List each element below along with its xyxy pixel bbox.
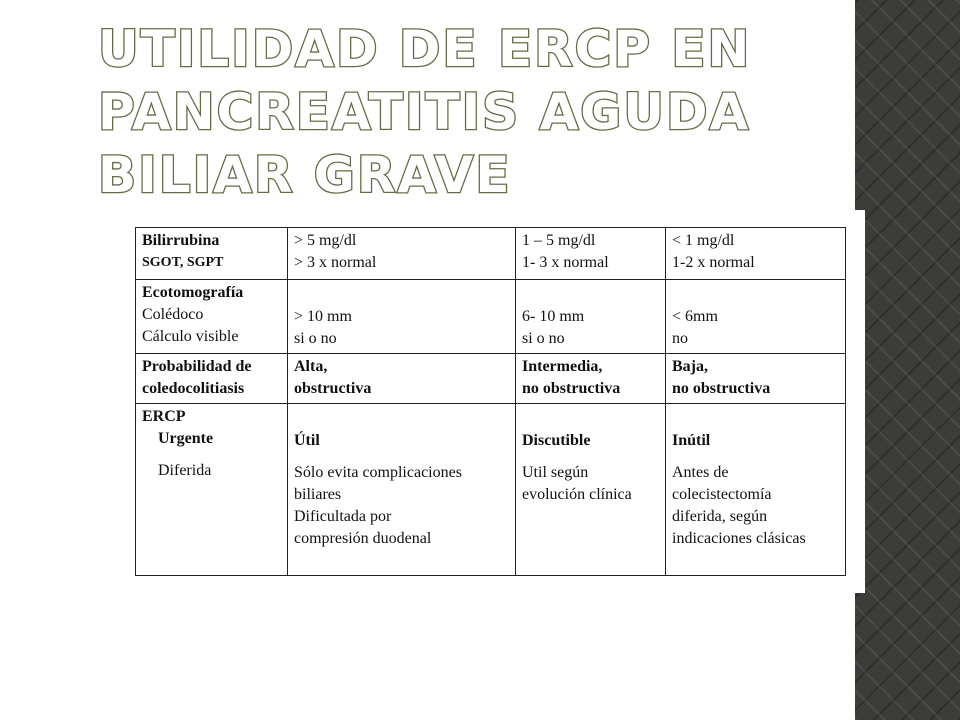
table-cell bbox=[288, 228, 516, 280]
cell-line: 1- 3 x normal bbox=[522, 254, 609, 271]
row-header-cell bbox=[136, 280, 288, 354]
cell-line: > 3 x normal bbox=[294, 254, 377, 271]
cell-line: no obstructiva bbox=[522, 380, 621, 397]
table-row-ecotomografia bbox=[136, 280, 846, 354]
row-label-probabilidad: Probabilidad de bbox=[142, 358, 252, 375]
cell-spacer bbox=[142, 450, 282, 460]
cell-line: no obstructiva bbox=[672, 380, 771, 397]
row-header-cell bbox=[136, 228, 288, 280]
cell-line: no bbox=[672, 330, 688, 347]
table-row-probabilidad bbox=[136, 354, 846, 404]
row-label-bilirrubina: Bilirrubina bbox=[142, 232, 220, 249]
cell-spacer bbox=[294, 406, 510, 430]
row-sublabel-diferida: Diferida bbox=[158, 462, 212, 479]
decorative-side-panel bbox=[855, 0, 960, 720]
cell-line: Útil bbox=[294, 432, 320, 449]
cell-line: 1 – 5 mg/dl bbox=[522, 232, 596, 249]
row-header-cell bbox=[136, 354, 288, 404]
table-cell bbox=[516, 354, 666, 404]
table-cell bbox=[666, 228, 846, 280]
table-row-ercp bbox=[136, 404, 846, 576]
side-panel-notch bbox=[855, 210, 865, 593]
cell-spacer bbox=[522, 452, 660, 462]
ercp-utility-table bbox=[135, 227, 846, 576]
cell-line: < 1 mg/dl bbox=[672, 232, 735, 249]
cell-line: evolución clínica bbox=[522, 486, 632, 503]
row-sublabel-coledoco: Colédoco bbox=[142, 306, 204, 323]
cell-line: Util según bbox=[522, 464, 589, 481]
table-row-bilirrubina bbox=[136, 228, 846, 280]
row-sublabel-coledocolitiasis: coledocolitiasis bbox=[142, 380, 245, 397]
cell-spacer bbox=[522, 282, 660, 306]
table-cell bbox=[516, 228, 666, 280]
cell-line: 6- 10 mm bbox=[522, 308, 585, 325]
table-cell bbox=[516, 280, 666, 354]
cell-line: diferida, según bbox=[672, 508, 768, 525]
cell-line: Alta, bbox=[294, 358, 328, 375]
cell-spacer bbox=[672, 406, 840, 430]
row-label-ercp: ERCP bbox=[142, 408, 186, 425]
table-cell bbox=[288, 354, 516, 404]
row-header-cell bbox=[136, 404, 288, 576]
cell-line: > 5 mg/dl bbox=[294, 232, 357, 249]
cell-line: si o no bbox=[522, 330, 565, 347]
table-cell bbox=[666, 354, 846, 404]
row-sublabel-urgente: Urgente bbox=[158, 430, 214, 447]
cell-line: Discutible bbox=[522, 432, 591, 449]
cell-line: 1-2 x normal bbox=[672, 254, 755, 271]
cell-spacer bbox=[672, 452, 840, 462]
cell-line: colecistectomía bbox=[672, 486, 772, 503]
table-cell bbox=[516, 404, 666, 576]
cell-spacer bbox=[294, 282, 510, 306]
table-cell bbox=[288, 404, 516, 576]
cell-line: Baja, bbox=[672, 358, 708, 375]
cell-line: biliares bbox=[294, 486, 342, 503]
cell-line: Sólo evita complicaciones bbox=[294, 464, 462, 481]
cell-line: Antes de bbox=[672, 464, 729, 481]
cell-line: indicaciones clásicas bbox=[672, 530, 806, 547]
cell-line: obstructiva bbox=[294, 380, 372, 397]
cell-line: compresión duodenal bbox=[294, 530, 432, 547]
cell-spacer bbox=[672, 282, 840, 306]
table-cell bbox=[666, 280, 846, 354]
slide-title: UTILIDAD DE ERCP EN PANCREATITIS AGUDA BILIAR GRAVE bbox=[98, 20, 752, 204]
cell-line: > 10 mm bbox=[294, 308, 352, 325]
table-cell bbox=[288, 280, 516, 354]
row-sublabel-sgot-sgpt: SGOT, SGPT bbox=[142, 255, 224, 270]
row-label-ecotomografia: Ecotomografía bbox=[142, 284, 244, 301]
table-cell bbox=[666, 404, 846, 576]
cell-line: Intermedia, bbox=[522, 358, 603, 375]
cell-spacer bbox=[294, 452, 510, 462]
cell-line: si o no bbox=[294, 330, 337, 347]
cell-spacer bbox=[522, 406, 660, 430]
cell-line: Inútil bbox=[672, 432, 711, 449]
row-sublabel-calculo: Cálculo visible bbox=[142, 328, 239, 345]
cell-line: Dificultada por bbox=[294, 508, 392, 525]
cell-line: < 6mm bbox=[672, 308, 718, 325]
